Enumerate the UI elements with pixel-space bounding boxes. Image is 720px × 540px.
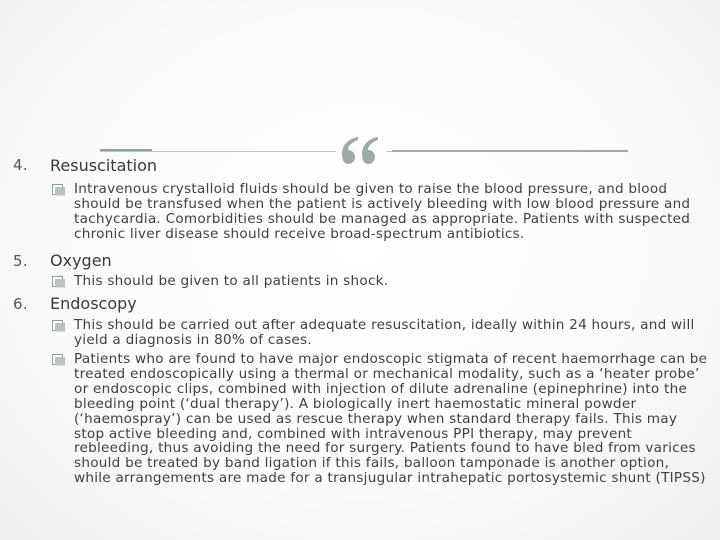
square-checkbox-bullet-icon	[52, 276, 66, 288]
item-number: 6.	[13, 295, 28, 313]
header-rule-accent	[100, 149, 152, 151]
item-heading: Oxygen	[50, 251, 112, 270]
item-heading: Endoscopy	[50, 294, 137, 313]
bullet-text: Intravenous crystalloid fluids should be given to raise the blood pressure, and blood should be transfused when the patient is actively bleeding with low blood pressure and tachycardia. Comorbidities should be managed as appropriate. Patients with suspected chronic liver disease should receive broad-spectrum antibiotics.	[74, 181, 691, 242]
square-checkbox-bullet-icon	[52, 354, 66, 366]
item-number: 5.	[13, 252, 28, 270]
item-number: 4.	[13, 156, 28, 174]
bullet-text: This should be given to all patients in shock.	[74, 273, 389, 289]
header-rule-right	[392, 150, 628, 152]
item-heading: Resuscitation	[50, 156, 158, 175]
square-checkbox-bullet-icon	[52, 320, 66, 332]
bullet-text: This should be carried out after adequate resuscitation, ideally within 24 hours, and will yield a diagnosis in 80% of cases.	[74, 317, 695, 348]
quote-mark-icon	[336, 134, 386, 168]
square-checkbox-bullet-icon	[52, 184, 66, 196]
bullet-text: Patients who are found to have major endoscopic stigmata of recent haemorrhage can be treated endoscopically using a thermal or mechanical modality, such as a ‘heater probe’ or endoscopic clips, combined with injection of dilute adrenaline (epinephrine) into the bleeding point (‘dual therapy’). A biologically inert haemostatic mineral powder (‘haemospray’) can be used as rescue therapy when standard therapy fails. This may stop active bleeding and, combined with intravenous PPI therapy, may prevent rebleeding, thus avoiding the need for surgery. Patients found to have bled from varices should be treated by band ligation if this fails, balloon tamponade is another option, while arrangements are made for a transjugular intrahepatic portosystemic shunt (TIPSS)	[74, 351, 708, 487]
